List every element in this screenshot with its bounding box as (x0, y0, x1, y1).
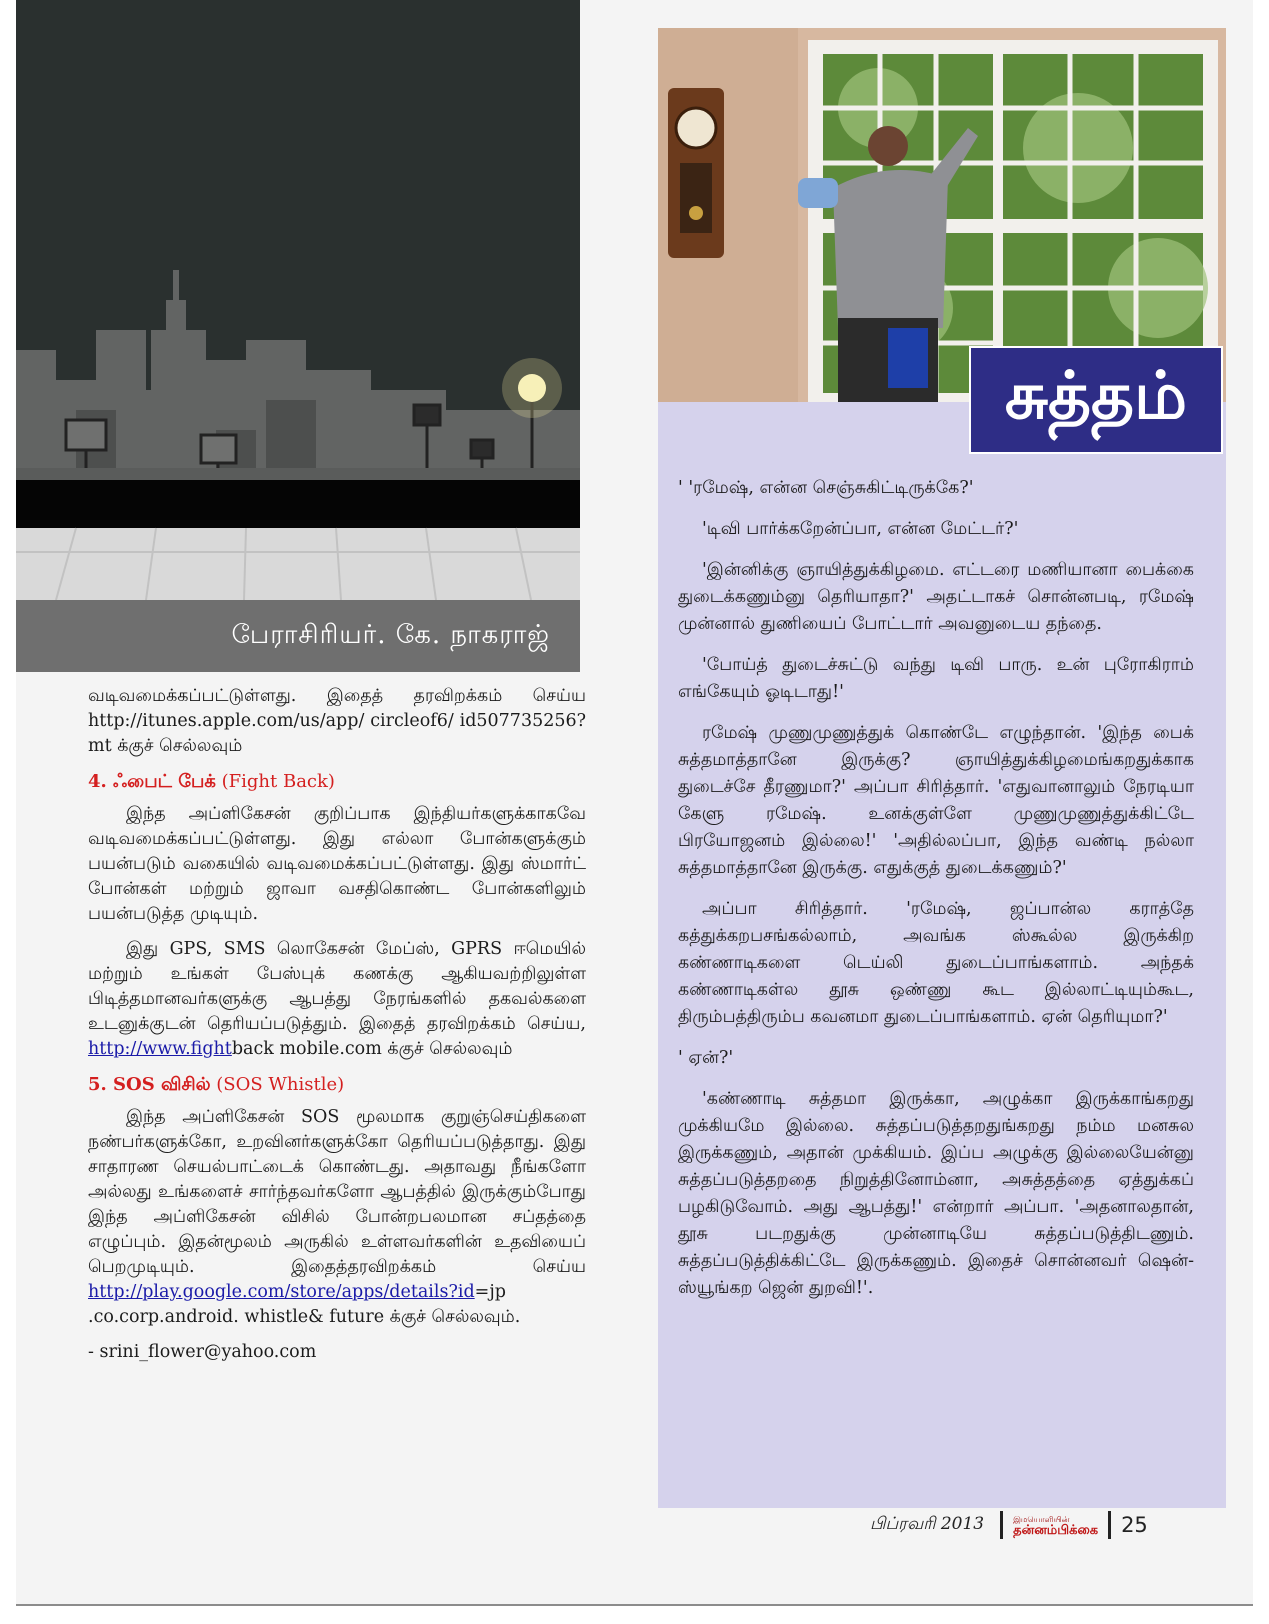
heading-fight-back-english: (Fight Back) (221, 771, 335, 792)
story-paragraph: ' ஏன்?' (678, 1048, 734, 1068)
story-paragraph: 'டிவி பார்க்கறேன்ப்பா, என்ன மேட்டர்?' (702, 519, 1019, 539)
paragraph-fight-back-intro: இந்த அப்ளிகேசன் குறிப்பாக இந்தியர்களுக்காகவே வடிவமைக்கப்பட்டுள்ளது. இது எல்லா போன்களுக்கும் பயன்படும் வகையில் வடிவமைக்கப்பட்டுள்ளது. இது ஸ்மார்ட் போன்கள் மற்றும் ஜாவா வசதிகொண்ட போன்களிலும் பயன்படுத்த முடியும். (88, 804, 586, 924)
magazine-logo-big: தன்னம்பிக்கை (1013, 1523, 1099, 1538)
story-paragraph: ' 'ரமேஷ், என்ன செஞ்சுகிட்டிருக்கே?' (678, 478, 974, 498)
author-byline (16, 600, 580, 672)
magazine-logo-small: இமயொளியின் (1013, 1515, 1070, 1524)
page-bottom-rule (16, 1604, 1253, 1606)
heading-fight-back-number: 4. ஃபைட் பேக் (88, 771, 216, 792)
heading-fight-back (88, 769, 586, 794)
fightback-link[interactable]: http://www.fight (88, 1039, 232, 1059)
heading-sos-whistle-number: 5. SOS விசில் (88, 1074, 211, 1095)
city-night-illustration (16, 0, 580, 600)
story-paragraph: ரமேஷ் முணுமுணுத்துக் கொண்டே எழுந்தான். 'இந்த பைக் சுத்தமாத்தானே இருக்கு? ஞாயித்துக்கிழமைங்கறதுக்காக துடைச்சே தீரணுமா?' அப்பா சிரித்தார். 'எதுவானாலும் நேரடியா கேளு ரமேஷ். உனக்குள்ளே முணுமுணுத்துக்கிட்டே பிரயோஜனம் இல்லை!' 'அதில்லப்பா, இந்த வண்டி நல்லா சுத்தமாத்தானே இருக்கு. எதுக்குத் துடைக்கணும்?' (678, 723, 1194, 878)
author-name: பேராசிரியர். கே. நாகராஜ் (231, 619, 550, 650)
story-paragraph: அப்பா சிரித்தார். 'ரமேஷ், ஜப்பான்ல கராத்தே கத்துக்கறபசங்கல்லாம், அவங்க ஸ்கூல்ல இருக்கிற கண்ணாடிகளை டெய்லி துடைப்பாங்களாம். அந்தக் கண்ணாடிகள்ல தூசு ஒண்ணு கூட இல்லாட்டியும்கூட, திரும்பத்திரும்ப கவனமா துடைப்பாங்களாம். ஏன் தெரியுமா?' (678, 899, 1194, 1027)
page-footer (870, 1508, 1148, 1542)
paragraph-sos-whistle (88, 1105, 586, 1330)
magazine-logo (1013, 1514, 1098, 1536)
heading-sos-whistle-english: (SOS Whistle) (216, 1074, 345, 1095)
left-article-column (88, 684, 586, 1375)
footer-divider (1000, 1511, 1003, 1539)
fightback-link-tail: back mobile.com க்குச் செல்லவும் (231, 1039, 513, 1059)
story-paragraph: 'போய்த் துடைச்சுட்டு வந்து டிவி பாரு. உன் புரோகிராம் எங்கேயும் ஓடிடாது!' (678, 655, 1194, 702)
story-column (678, 475, 1194, 1316)
story-title-box (969, 346, 1223, 454)
heading-sos-whistle (88, 1072, 586, 1097)
story-title: சுத்தம் (1004, 357, 1188, 434)
page-number: 25 (1121, 1513, 1148, 1537)
google-play-link-tail: =jp .co.corp.android. whistle& future க்குச் செல்லவும். (88, 1282, 521, 1327)
fight-back-features-text: இது GPS, SMS லொகேசன் மேப்ஸ், GPRS ஈமெயில் மற்றும் உங்கள் பேஸ்புக் கணக்கு ஆகியவற்றிலுள்ள பிடித்தமானவர்களுக்கு ஆபத்து நேரங்களில் தகவல்களை உடனுக்குடன் தெரியப்படுத்தும். இதைத் தரவிறக்கம் செய்ய, (88, 939, 586, 1034)
google-play-link[interactable]: http://play.google.com/store/apps/details?id (88, 1282, 475, 1302)
sos-whistle-text: இந்த அப்ளிகேசன் SOS மூலமாக குறுஞ்செய்திகளை நண்பர்களுக்கோ, உறவினர்களுக்கோ தெரியப்படுத்தாது. இது சாதாரண செயல்பாட்டைக் கொண்டது. அதாவது நீங்களோ அல்லது உங்களைச் சார்ந்தவர்களோ ஆபத்தில் இருக்கும்போது இந்த அப்ளிகேசன் விசில் போன்றபலமான சப்தத்தை எழுப்பும். இதன்மூலம் அருகில் உள்ளவர்களின் உதவியைப் பெறமுடியும். இதைத்தரவிறக்கம் செய்ய (88, 1107, 586, 1277)
issue-month: பிப்ரவரி 2013 (870, 1514, 985, 1534)
author-email: - srini_flower@yahoo.com (88, 1342, 317, 1362)
paragraph-fight-back-features (88, 937, 586, 1062)
story-paragraph: 'கண்ணாடி சுத்தமா இருக்கா, அழுக்கா இருக்காங்கறது முக்கியமே இல்லை. சுத்தப்படுத்தறதுங்கறது நம்ம மனசுல இருக்கணும், அதான் முக்கியம். இப்ப அழுக்கு இல்லையேன்னு சுத்தப்படுத்தறதை நிறுத்தினோம்னா, அசுத்தத்தை ஏத்துக்கப் பழகிடுவோம். அது ஆபத்து!' என்றார் அப்பா. 'அதனாலதான், தூசு படறதுக்கு முன்னாடியே சுத்தப்படுத்திடணும். சுத்தப்படுத்திக்கிட்டே இருக்கணும். இதைச் சொன்னவர் ஷென்-ஸ்யூங்கற ஜென் துறவி!'. (678, 1089, 1194, 1298)
paragraph-circleof6-download: வடிவமைக்கப்பட்டுள்ளது. இதைத் தரவிறக்கம் செய்ய http://itunes.apple.com/us/app/ circleof6/ id507735256?mt க்குச் செல்லவும் (88, 686, 586, 756)
story-paragraph: 'இன்னிக்கு ஞாயித்துக்கிழமை. எட்டரை மணியானா பைக்கை துடைக்கணும்னு தெரியாதா?' அதட்டாகச் சொன்னபடி, ரமேஷ் முன்னால் துணியைப் போட்டார் அவனுடைய தந்தை. (678, 560, 1194, 634)
footer-divider (1108, 1511, 1111, 1539)
